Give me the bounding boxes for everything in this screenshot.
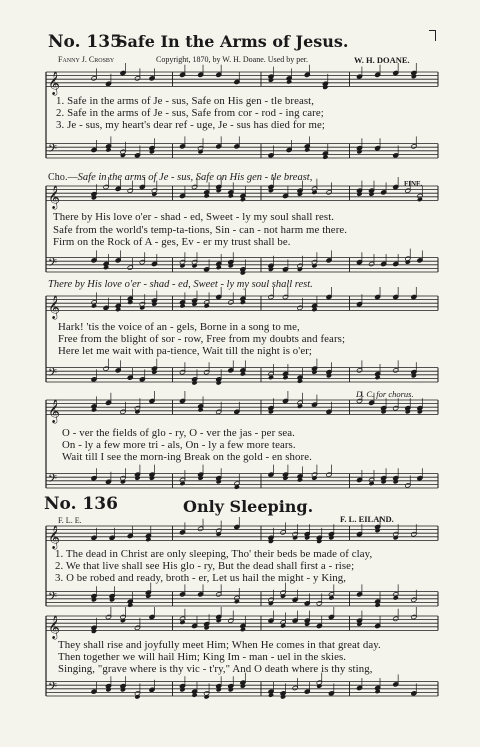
chorus-line: [48, 165, 312, 184]
hymn-title: Only Sleeping.: [183, 497, 314, 516]
lyric-line: Wait till I see the morn-ing Break on the gold - en shore.: [62, 451, 312, 463]
hymn-title: Safe In the Arms of Jesus.: [116, 32, 349, 51]
lyric-line: 2. Safe in the arms of Je - sus, Safe from cor - rod - ing care;: [56, 107, 324, 119]
lyric-line: O - ver the fields of glo - ry, O - ver the jas - per sea.: [62, 427, 295, 439]
lyric-line: There by His love o'er - shad - ed, Sweet - ly my soul shall rest.: [53, 211, 335, 223]
treble-clef-icon: 𝄞: [48, 614, 60, 639]
lyric-line: Singing, "grave where is thy vic - t'ry," And O death where is thy sting,: [58, 663, 373, 675]
bass-clef-icon: 𝄢: [48, 590, 58, 607]
lyricist-credit: F. L. E.: [58, 516, 82, 525]
lyric-line: 2. We that live shall see His glo - ry, But the dead shall first a - rise;: [55, 560, 355, 572]
lyric-line: Firm on the Rock of A - ges, Ev - er my trust shall be.: [53, 236, 291, 248]
composer-credit: F. L. EILAND.: [340, 514, 394, 524]
lyric-line: 3. Je - sus, my heart's dear ref - uge, Je - sus has died for me;: [56, 119, 325, 131]
lyric-line: Free from the blight of sor - row, Free from my doubts and fears;: [58, 333, 346, 345]
lyric-line: On - ly a few more tri - als, On - ly a few more tears.: [62, 439, 296, 451]
lyric-line: 1. The dead in Christ are only sleeping, Tho' their beds be made of clay,: [55, 548, 373, 560]
lyric-line: Here let me wait with pa-tience, Wait till the night is o'er;: [58, 345, 313, 357]
lyric-line: Then together we will hail Him; King Im - man - uel in the skies.: [58, 651, 347, 663]
corner-mark: [429, 30, 436, 41]
bass-clef-icon: 𝄢: [48, 142, 58, 159]
chorus-text: Safe in the arms of Je - sus, Safe on His gen - tle breast,: [77, 172, 313, 183]
bass-clef-icon: 𝄢: [48, 680, 58, 697]
lyric-line: They shall rise and joyfully meet Him; When He comes in that great day.: [58, 639, 381, 651]
composer-credit: W. H. DOANE.: [354, 55, 410, 65]
treble-clef-icon: 𝄞: [48, 524, 60, 549]
chorus-line-2: There by His love o'er - shad - ed, Sweet - ly my soul shall rest.: [48, 279, 313, 290]
fine-marking: FINE.: [404, 180, 423, 188]
hymn-number: No. 135: [48, 32, 122, 52]
bass-clef-icon: 𝄢: [48, 366, 58, 383]
treble-clef-icon: 𝄞: [48, 294, 60, 319]
treble-clef-icon: 𝄞: [48, 184, 60, 209]
hymn-number: No. 136: [44, 494, 118, 514]
dc-marking: D. C. for chorus.: [356, 389, 414, 399]
lyric-line: 1. Safe in the arms of Je - sus, Safe on His gen - tle breast,: [56, 95, 315, 107]
chorus-label: Cho.—: [48, 172, 78, 183]
lyric-line: Safe from the world's temp-ta-tions, Sin - can - not harm me there.: [53, 224, 348, 236]
bass-clef-icon: 𝄢: [48, 256, 58, 273]
copyright-notice: Copyright, 1870, by W. H. Doane. Used by per.: [156, 55, 308, 64]
treble-clef-icon: 𝄞: [48, 70, 60, 95]
lyric-line: 3. O be robed and ready, broth - er, Let us hail the might - y King,: [55, 572, 347, 584]
lyric-line: Hark! 'tis the voice of an - gels, Borne in a song to me,: [58, 321, 300, 333]
treble-clef-icon: 𝄞: [48, 398, 60, 423]
lyricist-credit: Fanny J. Crosby: [58, 55, 115, 64]
bass-clef-icon: 𝄢: [48, 472, 58, 489]
